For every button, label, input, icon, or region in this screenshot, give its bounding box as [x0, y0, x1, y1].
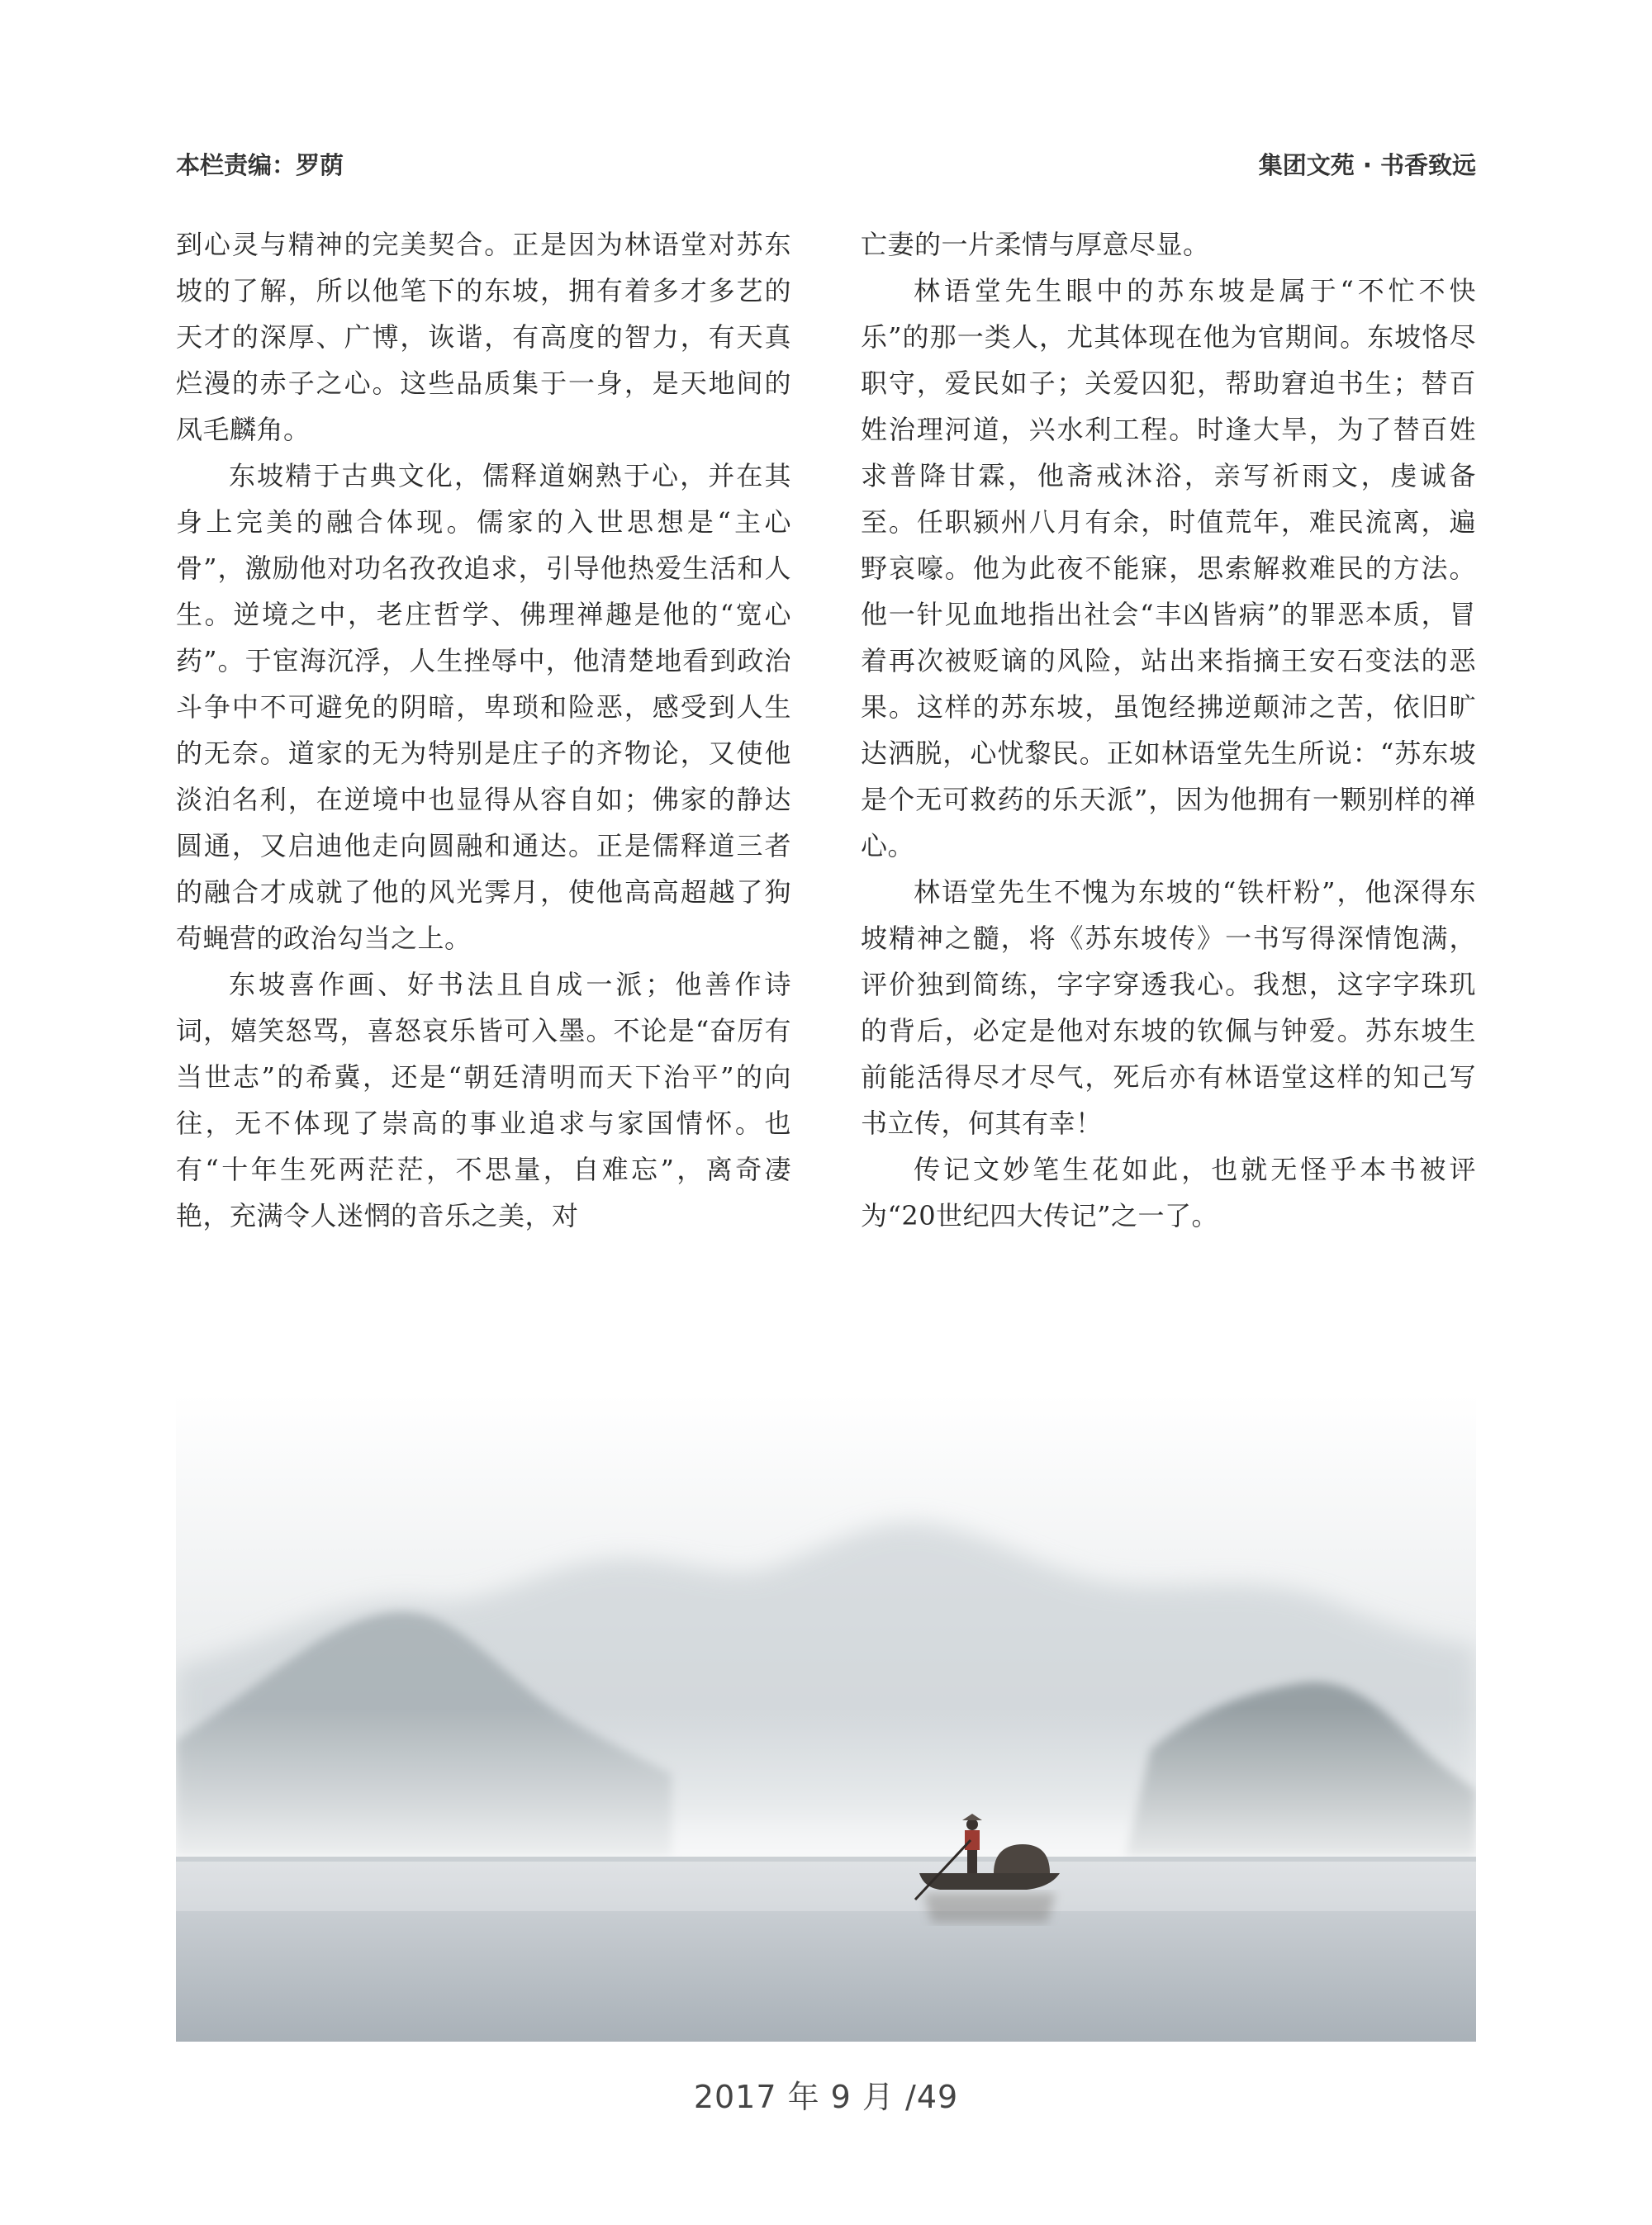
paragraph: 东坡精于古典文化，儒释道娴熟于心，并在其身上完美的融合体现。儒家的入世思想是“主心骨”，激励他对功名孜孜追求，引导他热爱生活和人生。逆境之中，老庄哲学、佛理禅趣是他的“宽心药”。于宦海沉浮，人生挫辱中，他清楚地看到政治斗争中不可避免的阴暗，卑琐和险恶，感受到人生的无奈。道家的无为特别是庄子的齐物论，又使他淡泊名利，在逆境中也显得从容自如；佛家的静达圆通，又启迪他走向圆融和通达。正是儒释道三者的融合才成就了他的风光霁月，使他高高超越了狗苟蝇营的政治勾当之上。 [176, 460, 791, 954]
paragraph: 到心灵与精神的完美契合。正是因为林语堂对苏东坡的了解，所以他笔下的东坡，拥有着多才多艺的天才的深厚、广博，诙谐，有高度的智力，有天真烂漫的赤子之心。这些品质集于一身，是天地间的凤毛麟角。 [176, 229, 791, 445]
paragraph: 东坡喜作画、好书法且自成一派；他善作诗词，嬉笑怒骂，喜怒哀乐皆可入墨。不论是“奋厉有当世志”的希冀，还是“朝廷清明而天下治平”的向往，无不体现了崇高的事业追求与家国情怀。也有“十年生死两茫茫，不思量，自难忘”，离奇凄艳，充满令人迷惘的音乐之美，对 [176, 969, 791, 1231]
paragraph: 亡妻的一片柔情与厚意尽显。 [861, 229, 1210, 260]
editor-credit: 本栏责编：罗荫 [176, 151, 344, 179]
page-footer: 2017 年 9 月 /49 [693, 2079, 959, 2115]
paragraph: 林语堂先生不愧为东坡的“铁杆粉”，他深得东坡精神之髓，将《苏东坡传》一书写得深情饱满，评价独到简练，字字穿透我心。我想，这字字珠玑的背后，必定是他对东坡的钦佩与钟爱。苏东坡生前能活得尽才尽气，死后亦有林语堂这样的知己写书立传，何其有幸！ [861, 876, 1476, 1139]
page-header [176, 147, 1476, 183]
paragraph: 林语堂先生眼中的苏东坡是属于“不忙不快乐”的那一类人，尤其体现在他为官期间。东坡恪尽职守，爱民如子；关爱囚犯，帮助窘迫书生；替百姓治理河道，兴水利工程。时逢大旱，为了替百姓求普降甘霖，他斋戒沐浴，亲写祈雨文，虔诚备至。任职颍州八月有余，时值荒年，难民流离，遍野哀嚎。他为此夜不能寐，思索解救难民的方法。他一针见血地指出社会“丰凶皆病”的罪恶本质，冒着再次被贬谪的风险，站出来指摘王安石变法的恶果。这样的苏东坡，虽饱经拂逆颠沛之苦，依旧旷达洒脱，心忧黎民。正如林语堂先生所说：“苏东坡是个无可救药的乐天派”，因为他拥有一颗别样的禅心。 [861, 275, 1476, 861]
left-text-column [176, 221, 791, 1239]
right-text-column [861, 221, 1476, 1239]
paragraph: 传记文妙笔生花如此，也就无怪乎本书被评为“20世纪四大传记”之一了。 [861, 1154, 1476, 1231]
misty-river-photo [176, 1394, 1476, 2042]
section-title: 集团文苑 · 书香致远 [1258, 151, 1476, 179]
